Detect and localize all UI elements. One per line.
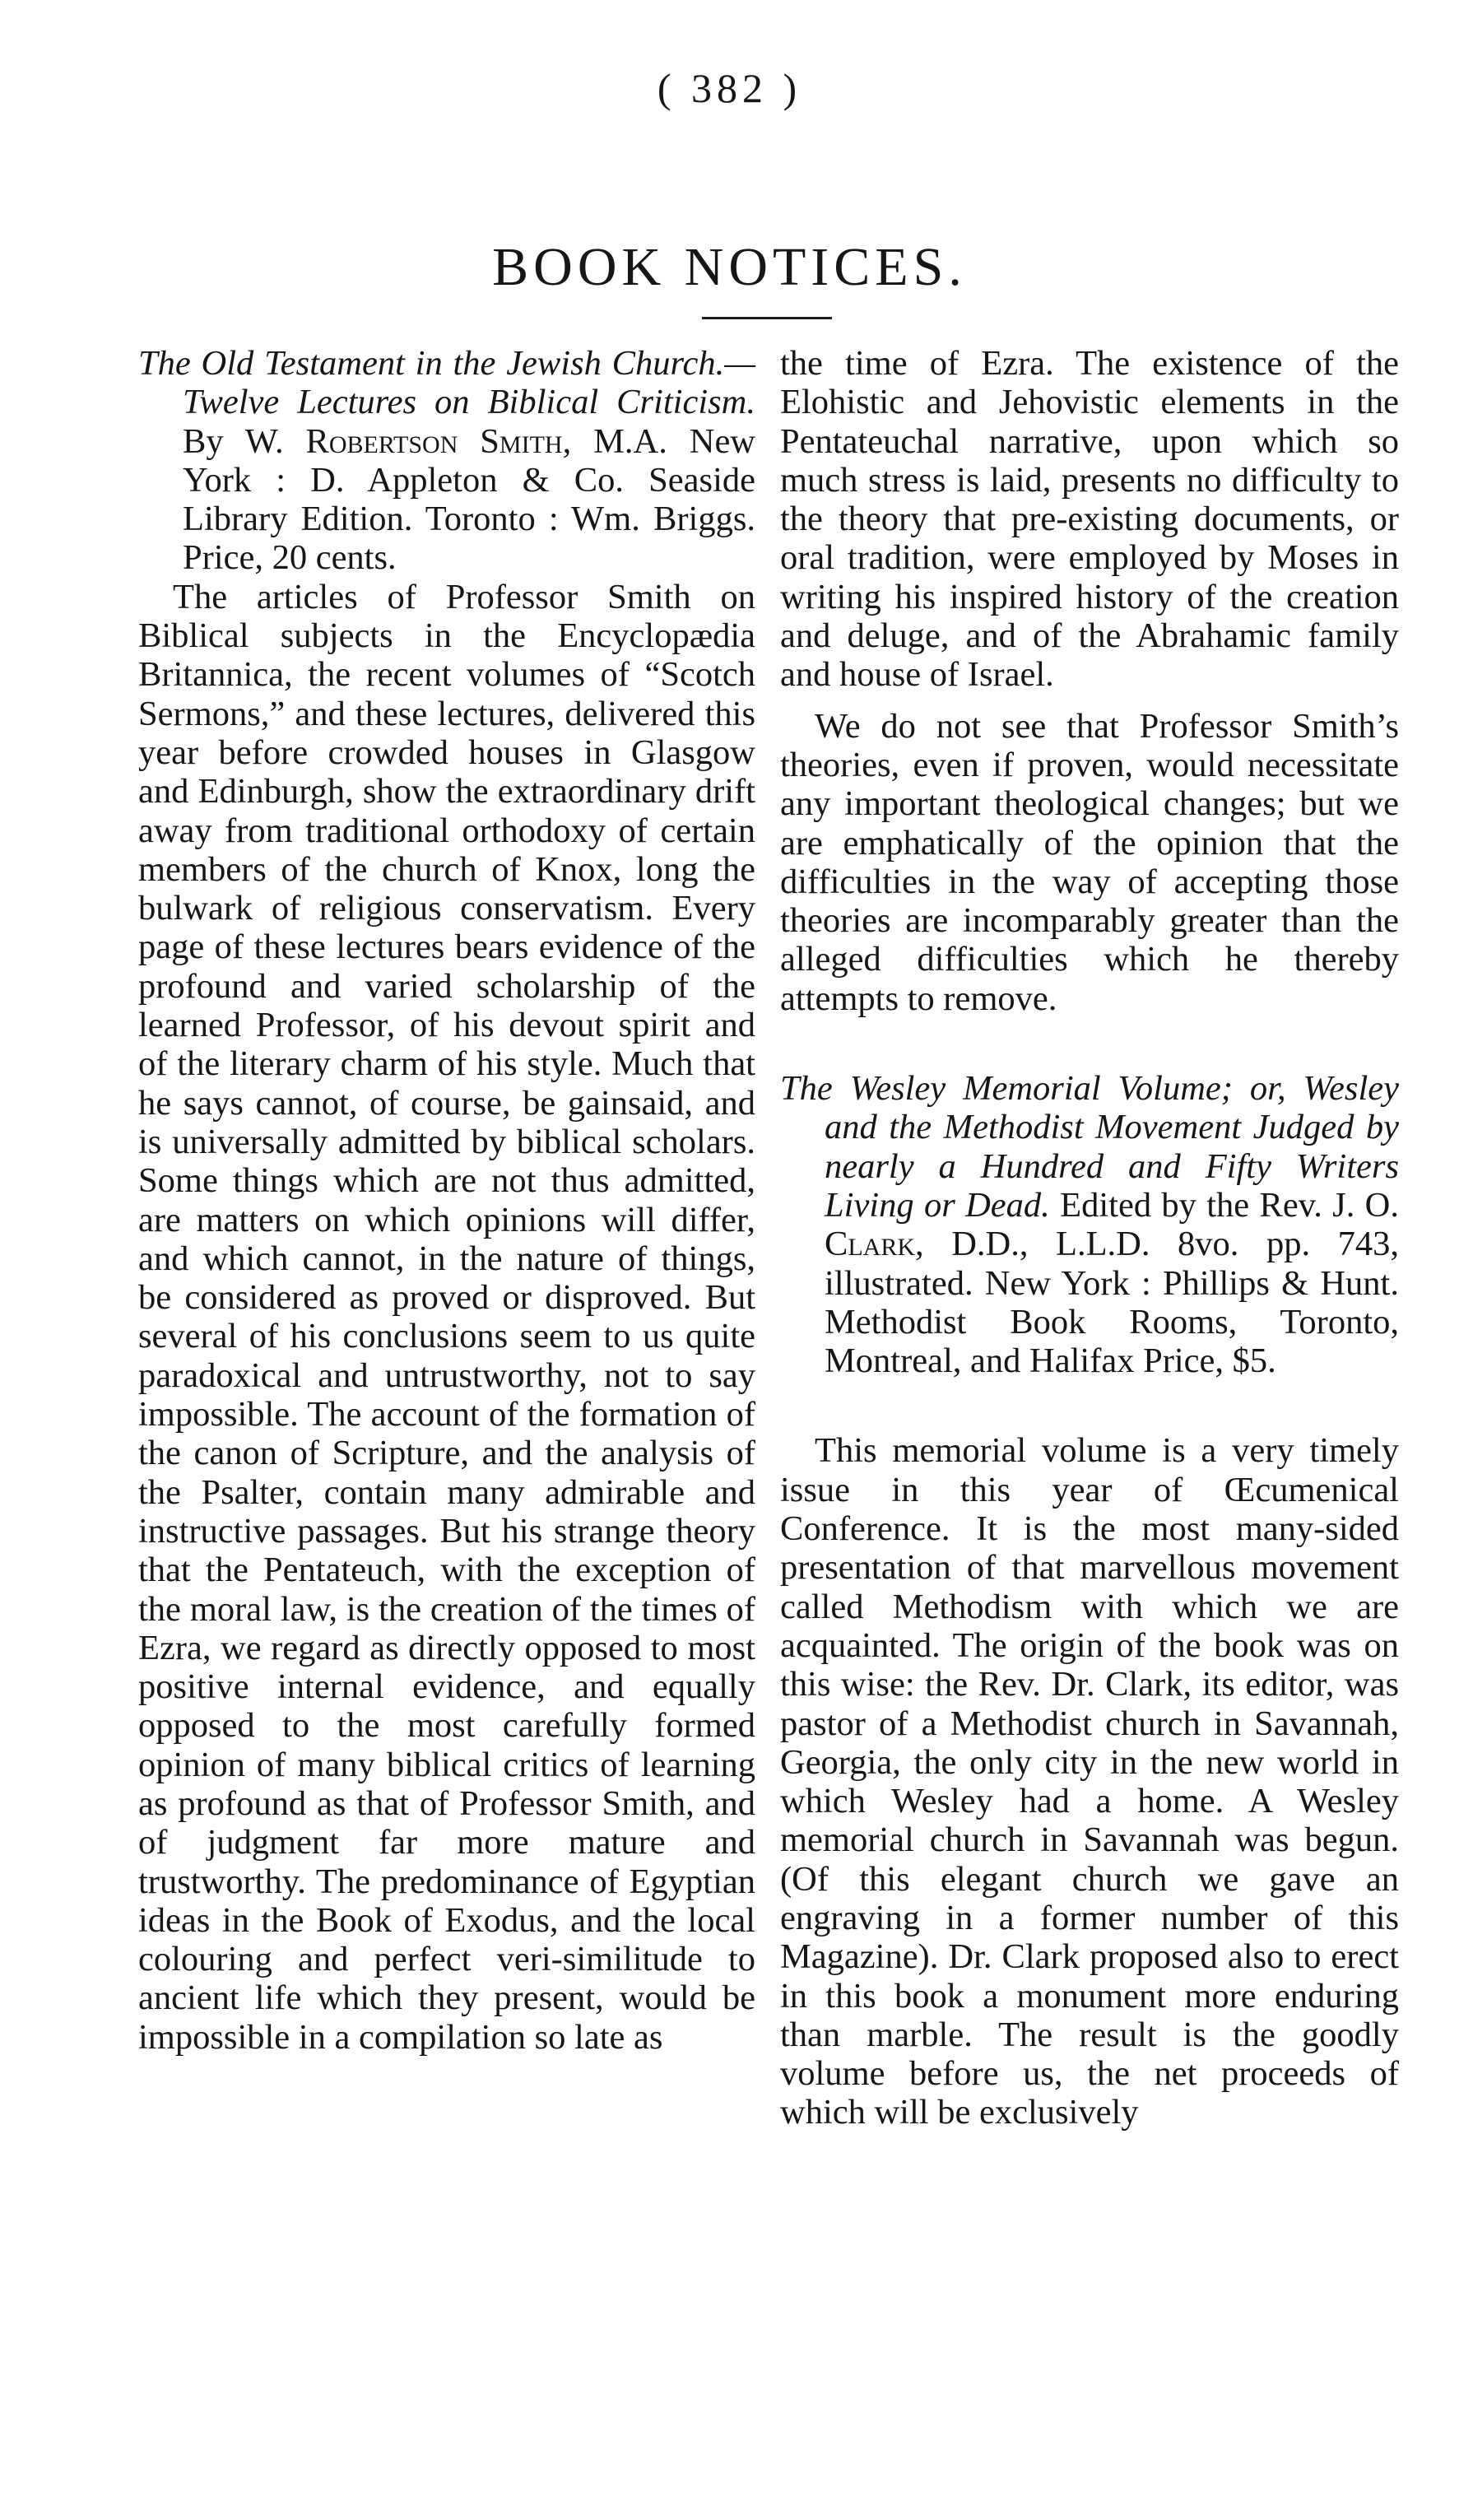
notice1-paragraph1-continued: the time of Ezra. The existence of the Elohistic and Jehovistic elements in the Pentateuchal narrative, upon which so much stress is laid, presents no difficulty to the theory that pre-existing documents, or oral tradition, were employed by Moses in writing his inspired history of the creation and deluge, and of the Abrahamic family and house of Israel. [780, 344, 1399, 695]
notice1-title: The Old Testament in the Jewish Church.—Twelve Lectures on Biblical Criticism. [138, 344, 755, 422]
page-number: ( 382 ) [657, 65, 802, 111]
notice1-author: Robertson Smith [305, 421, 563, 461]
notice2-editor-surname: Clark [825, 1225, 916, 1264]
notice1-by: By W. [183, 421, 284, 461]
notice1-citation [138, 344, 755, 578]
right-column [780, 344, 1399, 2132]
title-underline [702, 317, 832, 319]
section-title: BOOK NOTICES. [492, 237, 967, 297]
notice1-paragraph2: We do not see that Professor Smith’s theories, even if proven, would necessitate any important theological changes; but we are emphatically of the opinion that the difficulties in the way of accepting those theories are incomparably greater than the alleged difficulties which he thereby attempts to remove. [780, 706, 1399, 1018]
left-column [138, 344, 755, 2057]
notice1-publication: , M.A. New York : D. Appleton & Co. Seaside Library Edition. Toronto : Wm. Briggs. Price, 20 cents. [183, 421, 755, 578]
notice2-paragraph1: This memorial volume is a very timely issue in this year of Œcumenical Conference. It is the most many-sided presentation of that marvellous movement called Methodism with which we are acquainted. The origin of the book was on this wise: the Rev. Dr. Clark, its editor, was pastor of a Methodist church in Savannah, Georgia, the only city in the new world in which Wesley had a home. A Wesley memorial church in Savannah was begun. (Of this elegant church we gave an engraving in a former number of this Magazine). Dr. Clark proposed also to erect in this book a monument more enduring than marble. The result is the goodly volume before us, the net proceeds of which will be exclusively [780, 1431, 1399, 2132]
notice2-citation [780, 1069, 1399, 1380]
notice2-title: The Wesley Memorial Volume; or, Wesley and the Methodist Movement Judged by nearly a Hundred and Fifty Writers Living or Dead. [780, 1069, 1399, 1225]
notice2-publication: , D.D., L.L.D. 8vo. pp. 743, illustrated. New York : Phillips & Hunt. Methodist Book Rooms, Toronto, Montreal, and Halifax Price, $5. [825, 1225, 1399, 1381]
notice2-editor-prefix: Edited by the Rev. J. O. [1060, 1185, 1400, 1225]
notice1-paragraph1: The articles of Professor Smith on Biblical subjects in the Encyclopædia Britannica, the recent volumes of “Scotch Sermons,” and these lectures, delivered this year before crowded houses in Glasgow and Edinburgh, show the extraordinary drift away from traditional orthodoxy of certain members of the church of Knox, long the bulwark of religious conservatism. Every page of these lectures bears evidence of the profound and varied scholarship of the learned Professor, of his devout spirit and of the literary charm of his style. Much that he says cannot, of course, be gainsaid, and is universally admitted by biblical scholars. Some things which are not thus admitted, are matters on which opinions will differ, and which cannot, in the nature of things, be considered as proved or disproved. But several of his conclusions seem to us quite paradoxical and untrustworthy, not to say impossible. The account of the formation of the canon of Scripture, and the analysis of the Psalter, contain many admirable and instructive passages. But his strange theory that the Pentateuch, with the exception of the moral law, is the creation of the times of Ezra, we regard as directly opposed to most positive internal evidence, and equally opposed to the most carefully formed opinion of many biblical critics of learning as profound as that of Professor Smith, and of judgment far more mature and trustworthy. The predominance of Egyptian ideas in the Book of Exodus, and the local colouring and perfect veri-similitude to ancient life which they present, would be impossible in a compilation so late as [138, 577, 755, 2057]
